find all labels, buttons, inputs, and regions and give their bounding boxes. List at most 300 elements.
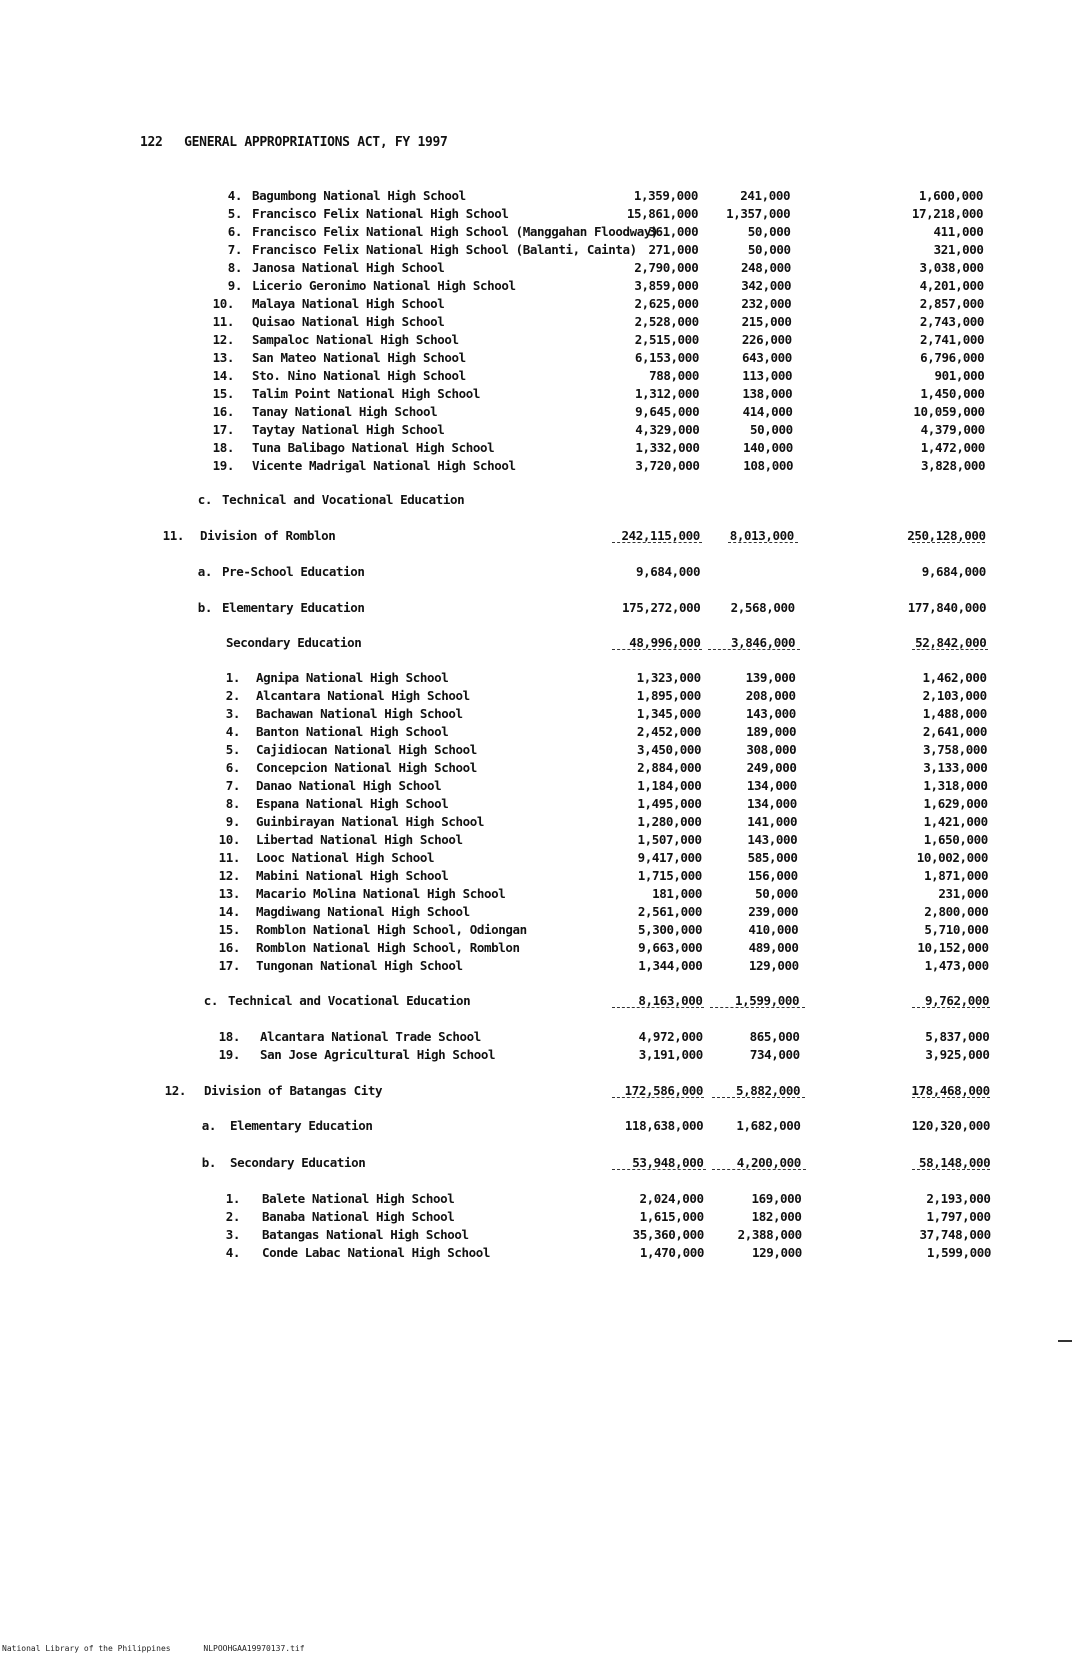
table-row <box>0 1083 1085 1102</box>
amount-personal-services: 15,861,000 <box>626 206 699 221</box>
subtotal-rule <box>612 649 702 650</box>
row-label: Tungonan National High School <box>256 958 463 973</box>
table-row <box>0 492 1085 511</box>
row-label: Technical and Vocational Education <box>222 492 465 507</box>
row-label: Malaya National High School <box>252 296 445 311</box>
amount-personal-services: 3,450,000 <box>637 742 702 757</box>
amount-mooe: 141,000 <box>747 814 798 829</box>
row-number: 2. <box>225 1209 240 1224</box>
amount-total: 178,468,000 <box>911 1083 990 1098</box>
amount-personal-services: 1,615,000 <box>639 1209 704 1224</box>
row-label: Romblon National High School, Odiongan <box>256 922 527 937</box>
table-row <box>0 296 1085 315</box>
amount-total: 5,837,000 <box>925 1029 990 1044</box>
row-number: 13. <box>212 350 234 365</box>
amount-total: 2,641,000 <box>922 724 988 739</box>
amount-mooe: 4,200,000 <box>736 1155 801 1170</box>
row-label: Batangas National High School <box>262 1227 469 1242</box>
amount-total: 2,743,000 <box>919 314 984 329</box>
amount-mooe: 182,000 <box>751 1209 802 1224</box>
amount-total: 37,748,000 <box>919 1227 991 1242</box>
row-label: Banaba National High School <box>262 1209 455 1224</box>
amount-personal-services: 4,972,000 <box>638 1029 703 1044</box>
row-label: Sampaloc National High School <box>252 332 459 347</box>
table-row <box>0 1245 1085 1264</box>
amount-personal-services: 5,300,000 <box>638 922 703 937</box>
table-row <box>0 832 1085 851</box>
amount-total: 6,796,000 <box>920 350 985 365</box>
row-number: 6. <box>225 760 240 775</box>
amount-mooe: 865,000 <box>749 1029 800 1044</box>
amount-total: 3,758,000 <box>923 742 988 757</box>
amount-mooe: 108,000 <box>743 458 794 473</box>
row-number: 11. <box>218 850 240 865</box>
table-row <box>0 278 1085 297</box>
table-row <box>0 440 1085 459</box>
table-row <box>0 778 1085 797</box>
row-label: Bachawan National High School <box>256 706 463 721</box>
amount-personal-services: 2,515,000 <box>634 332 699 347</box>
page-number: 122 <box>140 135 163 150</box>
amount-personal-services: 1,507,000 <box>637 832 702 847</box>
amount-mooe: 226,000 <box>741 332 792 347</box>
amount-personal-services: 1,312,000 <box>635 386 700 401</box>
row-label: Secondary Education <box>226 635 362 650</box>
amount-total: 3,133,000 <box>923 760 988 775</box>
row-number: 10. <box>218 832 240 847</box>
amount-personal-services: 361,000 <box>648 224 699 239</box>
row-number: c. <box>203 993 218 1008</box>
amount-mooe: 129,000 <box>752 1245 802 1260</box>
row-label: Mabini National High School <box>256 868 449 883</box>
amount-personal-services: 2,561,000 <box>637 904 703 919</box>
amount-mooe: 3,846,000 <box>730 635 796 650</box>
table-row <box>0 742 1085 761</box>
row-label: Libertad National High School <box>256 832 463 847</box>
row-label: Cajidiocan National High School <box>256 742 477 757</box>
row-label: Quisao National High School <box>252 314 445 329</box>
amount-total: 177,840,000 <box>907 600 987 615</box>
amount-total: 4,379,000 <box>920 422 985 437</box>
row-label: Taytay National High School <box>252 422 445 437</box>
row-label: Agnipa National High School <box>256 670 449 685</box>
row-label: Espana National High School <box>256 796 449 811</box>
amount-mooe: 134,000 <box>746 778 797 793</box>
subtotal-rule <box>912 1007 990 1008</box>
table-row <box>0 332 1085 351</box>
table-row <box>0 368 1085 387</box>
table-row <box>0 1227 1085 1246</box>
amount-total: 52,842,000 <box>915 635 987 650</box>
amount-total: 1,650,000 <box>923 832 988 847</box>
amount-mooe: 139,000 <box>745 670 796 685</box>
row-label: Division of Romblon <box>200 528 336 543</box>
amount-personal-services: 3,859,000 <box>634 278 699 293</box>
table-row <box>0 314 1085 333</box>
table-row <box>0 350 1085 369</box>
table-row <box>0 458 1085 477</box>
amount-personal-services: 1,345,000 <box>636 706 701 721</box>
amount-mooe: 414,000 <box>742 404 793 419</box>
amount-mooe: 50,000 <box>747 242 791 257</box>
row-number: 1. <box>225 1191 240 1206</box>
amount-total: 1,473,000 <box>924 958 989 973</box>
amount-personal-services: 35,360,000 <box>632 1227 704 1242</box>
row-number: 19. <box>218 1047 240 1062</box>
row-label: Francisco Felix National High School (Manggahan Floodway) <box>252 224 659 239</box>
row-number: 18. <box>218 1029 240 1044</box>
amount-mooe: 248,000 <box>741 260 791 275</box>
amount-personal-services: 1,495,000 <box>637 796 702 811</box>
row-number: b. <box>201 1155 216 1170</box>
row-number: 8. <box>227 260 242 275</box>
table-row <box>0 724 1085 743</box>
row-number: 15. <box>218 922 240 937</box>
subtotal-rule <box>712 1169 806 1170</box>
amount-personal-services: 1,470,000 <box>639 1245 704 1260</box>
amount-total: 411,000 <box>933 224 984 239</box>
row-label: Looc National High School <box>256 850 435 865</box>
row-number: 9. <box>225 814 240 829</box>
table-row <box>0 1191 1085 1210</box>
subtotal-rule <box>708 649 800 650</box>
amount-total: 1,450,000 <box>920 386 985 401</box>
amount-personal-services: 2,528,000 <box>634 314 699 329</box>
amount-mooe: 143,000 <box>747 832 798 847</box>
row-label: Talim Point National High School <box>252 386 481 401</box>
amount-total: 3,828,000 <box>920 458 986 473</box>
row-number: b. <box>197 600 212 615</box>
amount-total: 5,710,000 <box>924 922 989 937</box>
amount-personal-services: 271,000 <box>648 242 699 257</box>
amount-personal-services: 9,417,000 <box>637 850 702 865</box>
subtotal-rule <box>712 1097 805 1098</box>
amount-mooe: 138,000 <box>742 386 793 401</box>
amount-mooe: 232,000 <box>741 296 792 311</box>
amount-personal-services: 3,191,000 <box>638 1047 703 1062</box>
subtotal-rule <box>728 542 798 543</box>
table-row <box>0 404 1085 423</box>
amount-personal-services: 1,323,000 <box>636 670 701 685</box>
table-row <box>0 1029 1085 1048</box>
amount-mooe: 169,000 <box>751 1191 802 1206</box>
amount-personal-services: 2,884,000 <box>637 760 702 775</box>
amount-mooe: 734,000 <box>749 1047 800 1062</box>
amount-total: 9,684,000 <box>921 564 986 579</box>
amount-personal-services: 1,359,000 <box>633 188 699 203</box>
amount-total: 901,000 <box>934 368 985 383</box>
amount-personal-services: 9,663,000 <box>638 940 703 955</box>
row-label: Magdiwang National High School <box>256 904 470 919</box>
table-row <box>0 242 1085 261</box>
table-row <box>0 922 1085 941</box>
table-row <box>0 814 1085 833</box>
amount-mooe: 1,682,000 <box>736 1118 801 1133</box>
subtotal-rule <box>912 649 988 650</box>
amount-mooe: 410,000 <box>748 922 799 937</box>
row-label: Alcantara National High School <box>256 688 470 703</box>
row-number: 10. <box>212 296 234 311</box>
amount-total: 10,059,000 <box>913 404 985 419</box>
amount-mooe: 2,388,000 <box>737 1227 802 1242</box>
row-label: Division of Batangas City <box>204 1083 383 1098</box>
amount-total: 2,857,000 <box>919 296 984 311</box>
table-row <box>0 706 1085 725</box>
amount-personal-services: 1,332,000 <box>635 440 700 455</box>
amount-personal-services: 2,024,000 <box>639 1191 704 1206</box>
amount-mooe: 113,000 <box>742 368 793 383</box>
row-number: 17. <box>212 422 234 437</box>
amount-total: 1,488,000 <box>922 706 987 721</box>
row-label: Francisco Felix National High School (Balanti, Cainta) <box>252 242 637 257</box>
amount-mooe: 189,000 <box>746 724 797 739</box>
amount-mooe: 585,000 <box>747 850 798 865</box>
table-row <box>0 564 1085 583</box>
amount-total: 1,472,000 <box>920 440 985 455</box>
table-row <box>0 670 1085 689</box>
amount-mooe: 249,000 <box>746 760 797 775</box>
amount-personal-services: 1,715,000 <box>637 868 702 883</box>
table-row <box>0 635 1085 654</box>
amount-personal-services: 181,000 <box>652 886 702 901</box>
amount-personal-services: 172,586,000 <box>624 1083 704 1098</box>
row-number: 14. <box>212 368 234 383</box>
amount-total: 17,218,000 <box>911 206 984 221</box>
amount-personal-services: 9,645,000 <box>635 404 700 419</box>
subtotal-rule <box>612 1169 706 1170</box>
table-row <box>0 886 1085 905</box>
table-row <box>0 206 1085 225</box>
row-label: Romblon National High School, Romblon <box>256 940 520 955</box>
amount-mooe: 239,000 <box>748 904 799 919</box>
row-number: 5. <box>225 742 240 757</box>
table-row <box>0 1118 1085 1137</box>
row-number: 7. <box>225 778 240 793</box>
amount-mooe: 5,882,000 <box>735 1083 801 1098</box>
amount-total: 1,421,000 <box>923 814 988 829</box>
amount-mooe: 134,000 <box>747 796 797 811</box>
amount-total: 1,462,000 <box>922 670 987 685</box>
subtotal-rule <box>710 1007 805 1008</box>
amount-total: 1,600,000 <box>918 188 984 203</box>
amount-mooe: 50,000 <box>749 422 793 437</box>
table-row <box>0 1047 1085 1066</box>
page-header <box>140 135 448 150</box>
row-number: 2. <box>225 688 240 703</box>
amount-mooe: 140,000 <box>743 440 793 455</box>
row-label: Alcantara National Trade School <box>260 1029 481 1044</box>
table-row <box>0 958 1085 977</box>
amount-personal-services: 2,625,000 <box>634 296 699 311</box>
row-number: 14. <box>218 904 240 919</box>
table-row <box>0 386 1085 405</box>
row-label: San Mateo National High School <box>252 350 466 365</box>
subtotal-rule <box>912 1169 990 1170</box>
row-number: 3. <box>225 706 240 721</box>
row-number: 7. <box>227 242 242 257</box>
amount-total: 2,741,000 <box>919 332 985 347</box>
row-label: Secondary Education <box>230 1155 366 1170</box>
table-row <box>0 260 1085 279</box>
row-number: 4. <box>227 188 242 203</box>
amount-total: 9,762,000 <box>924 993 990 1008</box>
amount-mooe: 308,000 <box>746 742 797 757</box>
row-number: 1. <box>225 670 240 685</box>
amount-mooe: 50,000 <box>747 224 791 239</box>
amount-personal-services: 53,948,000 <box>632 1155 704 1170</box>
row-label: Francisco Felix National High School <box>252 206 509 221</box>
amount-mooe: 241,000 <box>740 188 791 203</box>
row-number: 15. <box>212 386 234 401</box>
row-number: 12. <box>164 1083 186 1098</box>
subtotal-rule <box>612 542 702 543</box>
row-number: 19. <box>212 458 234 473</box>
amount-total: 1,629,000 <box>923 796 988 811</box>
row-number: 18. <box>212 440 234 455</box>
amount-mooe: 215,000 <box>741 314 792 329</box>
row-number: 16. <box>218 940 240 955</box>
table-row <box>0 796 1085 815</box>
amount-personal-services: 1,895,000 <box>636 688 701 703</box>
row-number: 4. <box>225 724 240 739</box>
row-label: Conde Labac National High School <box>262 1245 491 1260</box>
amount-personal-services: 2,790,000 <box>634 260 699 275</box>
table-row <box>0 422 1085 441</box>
table-row <box>0 688 1085 707</box>
amount-mooe: 50,000 <box>755 886 798 901</box>
scan-footer <box>2 1644 333 1653</box>
row-number: c. <box>197 492 212 507</box>
table-row <box>0 188 1085 207</box>
amount-personal-services: 6,153,000 <box>634 350 699 365</box>
subtotal-rule <box>912 542 985 543</box>
row-label: Concepcion National High School <box>256 760 477 775</box>
amount-personal-services: 3,720,000 <box>635 458 700 473</box>
row-number: 3. <box>225 1227 240 1242</box>
table-row <box>0 1155 1085 1174</box>
row-label: Guinbirayan National High School <box>256 814 485 829</box>
row-number: 9. <box>227 278 242 293</box>
amount-mooe: 643,000 <box>742 350 792 365</box>
amount-personal-services: 242,115,000 <box>621 528 700 543</box>
amount-personal-services: 48,996,000 <box>629 635 701 650</box>
row-label: Bagumbong National High School <box>252 188 466 203</box>
amount-total: 10,002,000 <box>916 850 988 865</box>
row-number: 5. <box>227 206 242 221</box>
amount-total: 321,000 <box>933 242 984 257</box>
row-label: Tanay National High School <box>252 404 438 419</box>
amount-total: 1,318,000 <box>923 778 988 793</box>
amount-mooe: 342,000 <box>741 278 792 293</box>
row-label: Sto. Nino National High School <box>252 368 466 383</box>
row-label: Elementary Education <box>222 600 365 615</box>
row-label: Macario Molina National High School <box>256 886 506 901</box>
row-number: a. <box>197 564 212 579</box>
row-number: 12. <box>218 868 240 883</box>
table-row <box>0 868 1085 887</box>
amount-mooe: 1,357,000 <box>726 206 791 221</box>
row-label: Licerio Geronimo National High School <box>252 278 516 293</box>
margin-mark <box>1058 1340 1072 1342</box>
table-row <box>0 760 1085 779</box>
table-row <box>0 940 1085 959</box>
row-number: 17. <box>218 958 240 973</box>
amount-total: 120,320,000 <box>911 1118 990 1133</box>
amount-mooe: 129,000 <box>748 958 799 973</box>
amount-personal-services: 175,272,000 <box>621 600 701 615</box>
amount-total: 1,797,000 <box>926 1209 991 1224</box>
amount-total: 3,925,000 <box>925 1047 990 1062</box>
subtotal-rule <box>612 1007 704 1008</box>
footer-file: NLPOOHGAA19970137.tif <box>203 1644 305 1653</box>
amount-total: 2,800,000 <box>924 904 989 919</box>
footer-library: National Library of the Philippines <box>2 1644 171 1653</box>
amount-total: 10,152,000 <box>917 940 989 955</box>
row-label: Banton National High School <box>256 724 449 739</box>
amount-personal-services: 8,163,000 <box>638 993 703 1008</box>
table-row <box>0 850 1085 869</box>
amount-total: 2,193,000 <box>926 1191 991 1206</box>
row-number: 11. <box>162 528 184 543</box>
row-number: 8. <box>225 796 240 811</box>
row-number: 13. <box>218 886 240 901</box>
amount-mooe: 143,000 <box>746 706 796 721</box>
amount-total: 4,201,000 <box>919 278 984 293</box>
amount-personal-services: 1,184,000 <box>637 778 702 793</box>
row-number: 12. <box>212 332 234 347</box>
row-label: Janosa National High School <box>252 260 445 275</box>
row-label: Danao National High School <box>256 778 442 793</box>
table-row <box>0 904 1085 923</box>
row-label: Vicente Madrigal National High School <box>252 458 516 473</box>
table-row <box>0 224 1085 243</box>
row-number: a. <box>201 1118 216 1133</box>
amount-personal-services: 118,638,000 <box>624 1118 704 1133</box>
page-title: GENERAL APPROPRIATIONS ACT, FY 1997 <box>184 135 448 150</box>
row-number: 16. <box>212 404 234 419</box>
amount-mooe: 1,599,000 <box>734 993 800 1008</box>
row-label: Technical and Vocational Education <box>228 993 471 1008</box>
table-row <box>0 993 1085 1012</box>
amount-personal-services: 788,000 <box>649 368 700 383</box>
row-label: San Jose Agricultural High School <box>260 1047 496 1062</box>
amount-total: 250,128,000 <box>907 528 986 543</box>
amount-mooe: 208,000 <box>745 688 796 703</box>
amount-total: 58,148,000 <box>919 1155 991 1170</box>
row-number: 11. <box>212 314 234 329</box>
amount-mooe: 156,000 <box>747 868 798 883</box>
amount-total: 2,103,000 <box>922 688 987 703</box>
row-number: 4. <box>225 1245 240 1260</box>
table-row <box>0 528 1085 547</box>
amount-personal-services: 1,344,000 <box>638 958 703 973</box>
amount-total: 3,038,000 <box>919 260 984 275</box>
row-label: Pre-School Education <box>222 564 365 579</box>
row-label: Elementary Education <box>230 1118 373 1133</box>
amount-mooe: 2,568,000 <box>730 600 795 615</box>
amount-personal-services: 1,280,000 <box>637 814 702 829</box>
subtotal-rule <box>612 1097 704 1098</box>
amount-total: 1,599,000 <box>926 1245 991 1260</box>
amount-personal-services: 4,329,000 <box>635 422 700 437</box>
row-label: Tuna Balibago National High School <box>252 440 495 455</box>
amount-personal-services: 9,684,000 <box>636 564 701 579</box>
table-row <box>0 1209 1085 1228</box>
amount-mooe: 8,013,000 <box>729 528 794 543</box>
amount-mooe: 489,000 <box>748 940 799 955</box>
amount-total: 231,000 <box>938 886 989 901</box>
subtotal-rule <box>912 1097 990 1098</box>
